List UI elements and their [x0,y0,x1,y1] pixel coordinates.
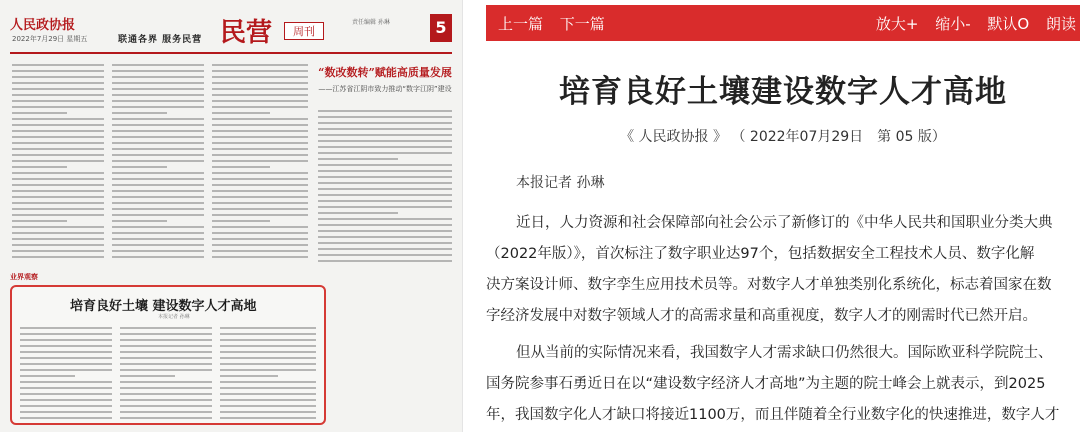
text-line [318,158,398,160]
text-line [220,339,316,341]
text-line [318,248,452,250]
text-column [112,64,204,262]
text-line [12,178,104,180]
text-line [12,166,67,168]
text-line [20,393,112,395]
text-line [120,357,212,359]
text-line [318,128,452,130]
text-line [220,351,316,353]
text-column [20,327,112,423]
text-line [112,130,204,132]
article-reader [486,0,1080,432]
text-line [220,405,316,407]
text-line [12,76,104,78]
text-line [120,417,212,419]
text-line [318,176,452,178]
text-line [220,363,316,365]
text-line [12,118,104,120]
text-line [112,94,204,96]
text-line [212,256,308,258]
text-line [112,214,204,216]
text-line [212,214,308,216]
paragraph-line: 但从当前的实际情况来看，我国数字人才需求缺口仍然很大。国际欧亚科学院院士、 [516,345,1053,361]
text-line [318,164,452,166]
text-line [12,100,104,102]
text-line [12,136,104,138]
paragraph-line: 字经济发展中对数字领域人才的高需求量和高重视度，数字人才的刚需时代已然开启。 [486,308,1037,324]
text-line [20,333,112,335]
text-line [12,238,104,240]
text-line [318,152,452,154]
text-line [12,154,104,156]
text-line [20,339,112,341]
text-line [220,411,316,413]
text-line [212,130,308,132]
highlighted-article-byline: 本报记者 孙琳 [158,314,190,320]
text-line [120,393,212,395]
text-line [12,220,67,222]
next-article-link[interactable]: 下一篇 [559,15,605,33]
text-line [212,118,308,120]
text-line [20,399,112,401]
text-line [212,244,308,246]
text-line [12,82,104,84]
text-line [220,393,316,395]
text-column [318,110,452,266]
text-line [212,100,308,102]
text-line [12,202,104,204]
text-line [318,218,452,220]
text-line [120,363,212,365]
text-line [212,208,308,210]
text-line [212,154,308,156]
text-line [12,244,104,246]
text-line [20,351,112,353]
text-line [112,226,204,228]
text-line [112,244,204,246]
text-line [120,387,212,389]
newspaper-slogan: 联通各界 服务民营 [118,35,203,45]
text-line [12,190,104,192]
text-line [212,94,308,96]
text-line [220,375,278,377]
text-line [112,124,204,126]
text-line [212,82,308,84]
page-number-badge: 5 [430,14,452,42]
text-column [220,327,316,423]
feature-subtitle: ——江苏省江阴市致力推动“数字江阴”建设 [318,85,452,93]
text-line [20,327,112,329]
text-line [12,196,104,198]
text-line [318,134,452,136]
text-line [112,76,204,78]
text-line [20,345,112,347]
article-paragraph [486,338,1080,431]
text-line [318,254,452,256]
text-line [12,112,67,114]
text-line [12,160,104,162]
section-subtitle: 周刊 [284,22,324,40]
text-line [12,250,104,252]
text-line [112,64,204,66]
newspaper-masthead [10,10,452,50]
text-line [12,184,104,186]
text-line [112,190,204,192]
paragraph-line: 近日，人力资源和社会保障部向社会公示了新修订的《中华人民共和国职业分类大典 [516,215,1053,231]
text-line [112,88,204,90]
highlighted-article[interactable] [10,285,326,425]
text-line [212,226,308,228]
text-line [20,357,112,359]
article-navigation [498,13,617,34]
text-line [112,196,204,198]
text-line [112,160,204,162]
text-line [120,333,212,335]
text-line [220,327,316,329]
text-column [120,327,212,423]
text-line [112,184,204,186]
text-line [120,345,212,347]
text-line [112,148,204,150]
text-line [120,339,212,341]
highlighted-article-title: 培育良好土壤 建设数字人才高地 [70,299,257,314]
text-line [220,345,316,347]
text-line [318,230,452,232]
text-line [20,405,112,407]
text-line [212,166,270,168]
text-line [212,148,308,150]
text-line [12,106,104,108]
text-line [120,375,175,377]
feature-headline [318,64,452,94]
text-line [212,184,308,186]
article-source: 《 人民政协报 》 （ 2022年07月29日 第 05 版） [620,129,946,145]
paragraph-line: （2022年版）》，首次标注了数字职业达97个，包括数据安全工程技术人员、数字化解 [486,246,1035,262]
text-line [112,142,204,144]
text-line [318,182,452,184]
text-line [112,208,204,210]
article-author: 本报记者 孙琳 [516,175,605,191]
text-line [318,242,452,244]
default-size-button[interactable]: 默认O [987,15,1030,33]
text-line [20,381,112,383]
text-line [12,148,104,150]
text-line [12,256,104,258]
text-line [112,232,204,234]
read-aloud-button[interactable]: 朗读 [1045,15,1076,33]
text-line [318,212,398,214]
text-line [120,405,212,407]
text-line [212,202,308,204]
text-line [212,64,308,66]
reading-controls [876,13,1076,34]
text-line [12,142,104,144]
text-line [12,88,104,90]
article-paragraph [486,208,1080,332]
text-line [212,250,308,252]
text-line [212,124,308,126]
text-line [212,70,308,72]
text-line [318,194,452,196]
text-line [20,417,112,419]
text-line [318,122,452,124]
text-column [12,64,104,262]
text-line [220,417,316,419]
text-line [212,238,308,240]
text-line [318,110,452,112]
text-line [20,369,112,371]
text-line [112,100,204,102]
text-line [120,399,212,401]
text-line [20,363,112,365]
text-line [318,260,452,262]
text-line [12,70,104,72]
text-line [112,220,167,222]
text-column [212,64,308,262]
text-line [318,206,452,208]
text-line [120,351,212,353]
text-line [112,112,167,114]
text-line [112,250,204,252]
text-line [112,82,204,84]
text-line [112,238,204,240]
text-line [212,106,308,108]
text-line [112,256,204,258]
text-line [220,333,316,335]
text-line [212,178,308,180]
text-line [212,232,308,234]
text-line [212,136,308,138]
text-line [112,202,204,204]
newspaper-page-image [0,0,463,432]
text-line [112,118,204,120]
masthead-rule [10,52,452,54]
zoom-out-button[interactable]: 缩小- [935,15,971,33]
text-line [20,375,75,377]
editor-credit: 责任编辑 孙琳 [352,19,390,26]
text-line [12,124,104,126]
text-line [318,116,452,118]
text-line [220,387,316,389]
text-line [112,70,204,72]
feature-title: “数改数转”赋能高质量发展 [318,66,452,79]
text-line [318,140,452,142]
text-line [12,172,104,174]
text-line [220,381,316,383]
text-line [12,226,104,228]
paragraph-line: 国务院参事石勇近日在以“建设数字经济人才高地”为主题的院士峰会上就表示，到2025 [486,376,1046,392]
text-line [212,190,308,192]
text-line [112,166,167,168]
text-line [12,64,104,66]
text-line [220,357,316,359]
text-line [12,232,104,234]
text-line [318,236,452,238]
text-line [212,76,308,78]
zoom-in-button[interactable]: 放大+ [875,15,919,33]
text-line [20,387,112,389]
text-line [120,327,212,329]
text-line [220,399,316,401]
text-line [112,172,204,174]
prev-article-link[interactable]: 上一篇 [498,15,544,33]
text-line [120,411,212,413]
paragraph-line: 决方案设计师、数字孪生应用技术员等。对数字人才单独类别化系统化，标志着国家在数 [486,277,1052,293]
text-line [12,94,104,96]
text-line [318,170,452,172]
text-line [212,88,308,90]
text-line [212,160,308,162]
text-line [120,381,212,383]
text-line [112,154,204,156]
text-line [212,112,270,114]
text-line [12,208,104,210]
newspaper-name: 人民政协报 [10,18,76,33]
text-line [12,130,104,132]
text-line [212,220,270,222]
text-line [12,214,104,216]
text-line [112,178,204,180]
text-line [212,196,308,198]
section-tag: 业界观察 [10,273,38,281]
text-line [220,369,316,371]
text-line [318,224,452,226]
text-line [318,146,452,148]
reader-toolbar [486,5,1080,41]
section-title: 民营 [220,18,273,48]
text-line [318,200,452,202]
text-line [212,142,308,144]
text-line [318,188,452,190]
text-line [112,136,204,138]
text-line [120,369,212,371]
article-title: 培育良好土壤建设数字人才高地 [559,74,1007,110]
text-line [212,172,308,174]
text-line [20,411,112,413]
text-line [112,106,204,108]
paragraph-line: 年，我国数字化人才缺口将接近1100万，而且伴随着全行业数字化的快速推进，数字人才 [486,407,1060,423]
newspaper-date: 2022年7月29日 星期五 [12,35,88,43]
